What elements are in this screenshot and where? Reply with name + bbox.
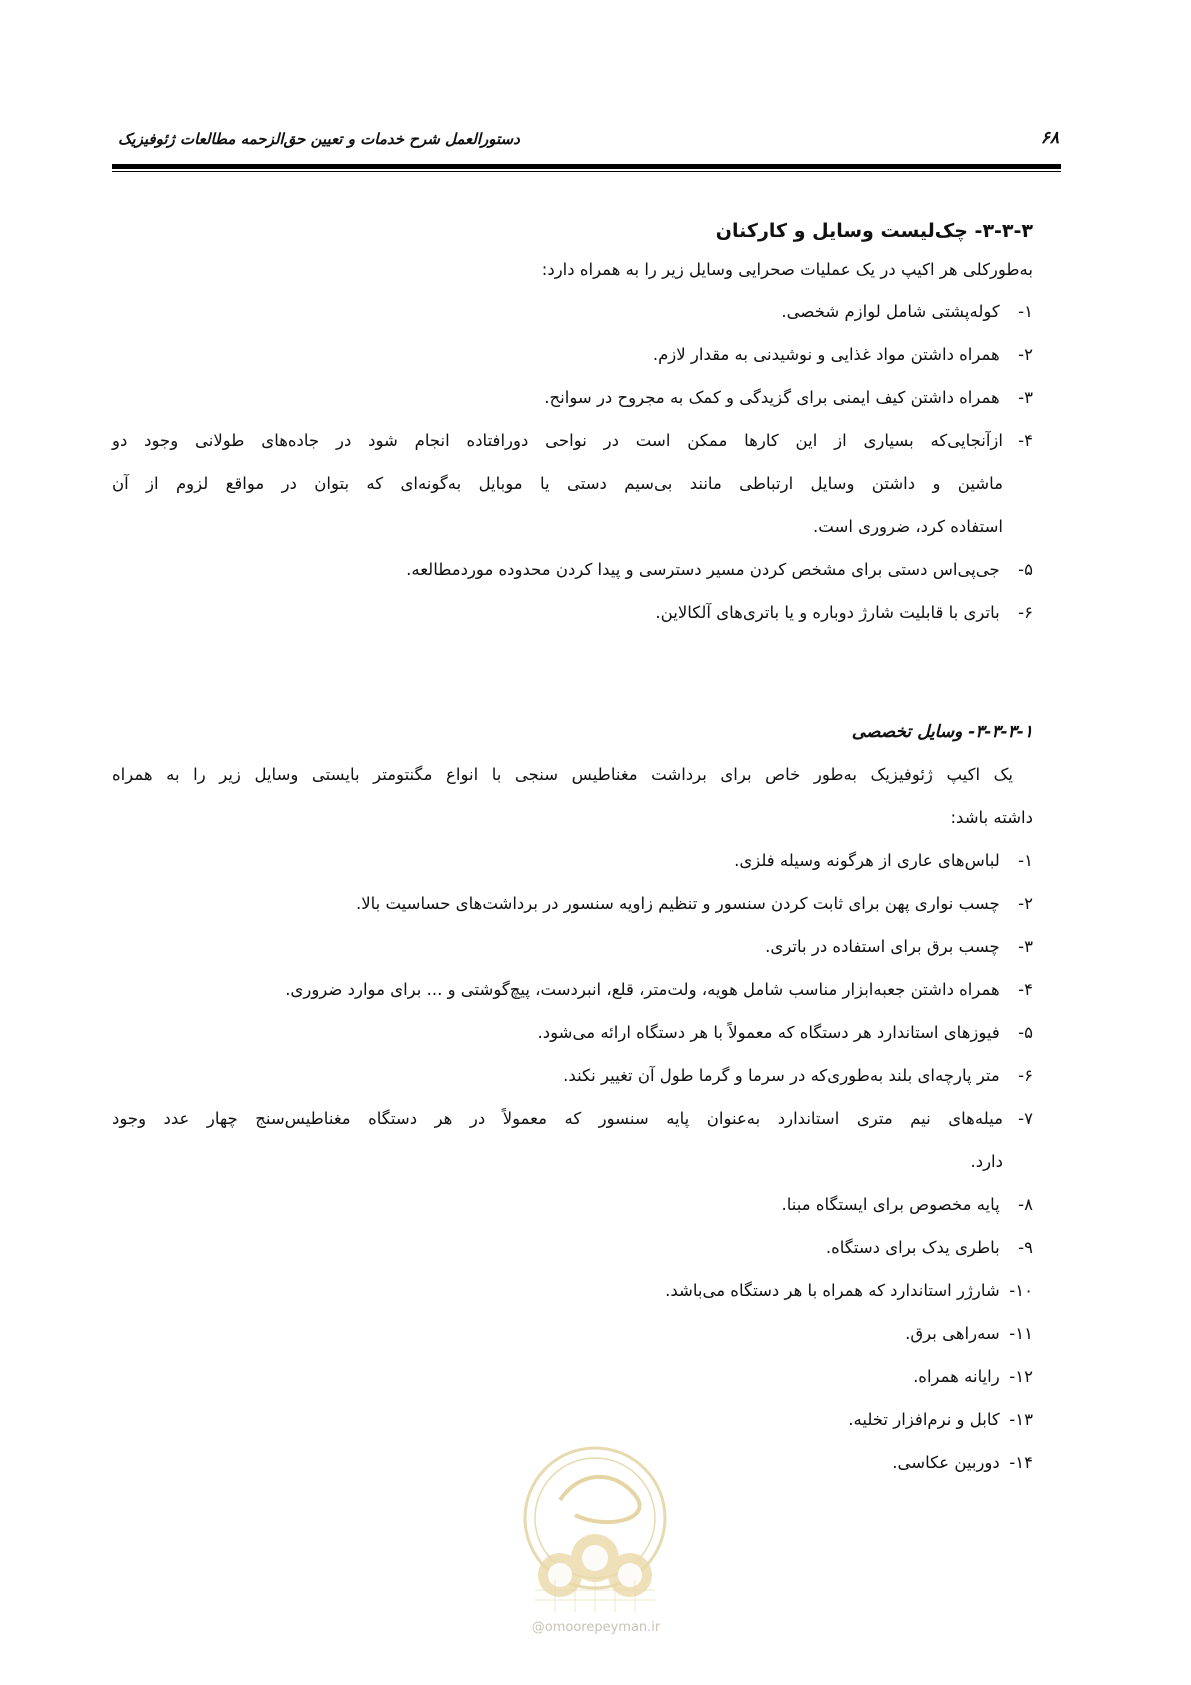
- list-item-text: همراه داشتن کیف ایمنی برای گزیدگی و کمک به مجروح در سوانح.: [544, 388, 1000, 407]
- list-item-text-continued: استفاده کرد، ضروری است.: [813, 517, 1003, 536]
- list-item-text: کابل و نرم‌افزار تخلیه.: [848, 1410, 1000, 1429]
- section-heading: ۳-۳-۳- چک‌لیست وسایل و کارکنان: [715, 220, 1033, 242]
- list-item-number: ۵-: [1018, 1023, 1033, 1042]
- subsection-heading: ۳-۳-۳-۱- وسایل تخصصی: [851, 722, 1033, 742]
- list-item: [905, 1319, 1033, 1349]
- list-item-text: ازآنجایی‌که بسیاری از این کارها ممکن است در نواحی دورافتاده انجام شود در جاده‌های طولانی وجود دو: [112, 431, 1003, 450]
- list-item-text: چسب نواری پهن برای ثابت کردن سنسور و تنظیم زاویه سنسور در برداشت‌های حساسیت بالا.: [355, 894, 1000, 913]
- list-item-text: کوله‌پشتی شامل لوازم شخصی.: [781, 302, 1000, 321]
- list-item-number: ۳-: [1018, 937, 1033, 956]
- subsection-intro: یک اکیپ ژئوفیزیک به‌طور خاص برای برداشت مغناطیس سنجی با انواع مگنتومتر بایستی وسایل زیر را به همراه: [112, 765, 1013, 784]
- list-item-number: ۱۰-: [1009, 1281, 1033, 1300]
- list-item-text: لباس‌های عاری از هرگونه وسیله فلزی.: [734, 851, 1000, 870]
- list-item-text: میله‌های نیم متری استاندارد به‌عنوان پایه سنسور که معمولاً در هر دستگاه مغناطیس‌سنج چهار عدد وجود: [112, 1109, 1003, 1128]
- list-item-text: پایه مخصوص برای ایستگاه مبنا.: [781, 1195, 1000, 1214]
- subsection-intro-continued: داشته باشد:: [950, 808, 1033, 827]
- list-item: [1005, 426, 1033, 456]
- list-item-text: متر پارچه‌ای بلند به‌طوری‌که در سرما و گرما طول آن تغییر نکند.: [563, 1066, 1000, 1085]
- list-item: [356, 889, 1033, 919]
- list-item-number: ۶-: [1018, 1066, 1033, 1085]
- list-item: [765, 932, 1033, 962]
- list-item-number: ۹-: [1018, 1238, 1033, 1257]
- list-item: [406, 555, 1033, 585]
- watermark-logo: [505, 1440, 685, 1620]
- list-item-number: ۷-: [1018, 1109, 1033, 1128]
- list-item-text-continued: دارد.: [970, 1152, 1003, 1171]
- list-item: [782, 1190, 1033, 1220]
- section-intro: به‌طورکلی هر اکیپ در یک عملیات صحرایی وسایل زیر را به همراه دارد:: [541, 260, 1033, 279]
- list-item-text: فیوزهای استاندارد هر دستگاه که معمولاً با هر دستگاه ارائه می‌شود.: [537, 1023, 1000, 1042]
- list-item-number: ۲-: [1018, 894, 1033, 913]
- list-item: [285, 975, 1033, 1005]
- header-rule-thick: [112, 164, 1061, 169]
- list-item: [734, 846, 1033, 876]
- list-item: [913, 1362, 1033, 1392]
- list-item-text: باتری با قابلیت شارژ دوباره و یا باتری‌های آلکالاین.: [655, 603, 1000, 622]
- list-item: [826, 1233, 1033, 1263]
- list-item: [544, 383, 1033, 413]
- page-number: ۶۸: [1040, 128, 1059, 148]
- list-item-text: سه‌راهی برق.: [905, 1324, 1000, 1343]
- list-item-text-continued: ماشین و داشتن وسایل ارتباطی مانند بی‌سیم دستی یا موبایل به‌گونه‌ای که بتوان در مواقع لزوم از آن: [112, 474, 1003, 493]
- list-item-number: ۶-: [1018, 603, 1033, 622]
- list-item-number: ۳-: [1018, 388, 1033, 407]
- list-item-text: چسب برق برای استفاده در باتری.: [765, 937, 1000, 956]
- list-item: [653, 340, 1033, 370]
- running-header-title: دستورالعمل شرح خدمات و تعیین حق‌الزحمه مطالعات ژئوفیزیک: [118, 130, 520, 148]
- list-item-text: همراه داشتن جعبه‌ابزار مناسب شامل هویه، ولت‌متر، قلع، انبردست، پیچ‌گوشتی و ... برای موارد ضروری.: [285, 980, 1000, 999]
- list-item-number: ۱۱-: [1009, 1324, 1033, 1343]
- list-item-text: رایانه همراه.: [913, 1367, 1000, 1386]
- list-item: [563, 1061, 1033, 1091]
- list-item: [1005, 1104, 1033, 1134]
- list-item-number: ۱-: [1018, 302, 1033, 321]
- list-item: [655, 598, 1033, 628]
- list-item: [665, 1276, 1033, 1306]
- list-item: [892, 1448, 1033, 1478]
- list-item-number: ۱-: [1018, 851, 1033, 870]
- list-item-number: ۴-: [1018, 980, 1033, 999]
- list-item: [538, 1018, 1033, 1048]
- list-item: [781, 297, 1033, 327]
- list-item-text: باطری یدک برای دستگاه.: [825, 1238, 1000, 1257]
- list-item: [848, 1405, 1033, 1435]
- list-item-number: ۱۳-: [1009, 1410, 1033, 1429]
- list-item-number: ۵-: [1018, 560, 1033, 579]
- list-item-number: ۱۴-: [1009, 1453, 1033, 1472]
- list-item-text: دوربین عکاسی.: [892, 1453, 1000, 1472]
- list-item-number: ۸-: [1018, 1195, 1033, 1214]
- list-item-number: ۱۲-: [1009, 1367, 1033, 1386]
- watermark-site: @omoorepeyman.ir: [531, 1620, 661, 1635]
- list-item-number: ۴-: [1018, 431, 1033, 450]
- list-item-text: همراه داشتن مواد غذایی و نوشیدنی به مقدار لازم.: [652, 345, 1000, 364]
- header-rule-thin: [112, 171, 1061, 172]
- list-item-number: ۲-: [1018, 345, 1033, 364]
- list-item-text: جی‌پی‌اس دستی برای مشخص کردن مسیر دسترسی و پیدا کردن محدوده موردمطالعه.: [406, 560, 1000, 579]
- list-item-text: شارژر استاندارد که همراه با هر دستگاه می‌باشد.: [665, 1281, 1000, 1300]
